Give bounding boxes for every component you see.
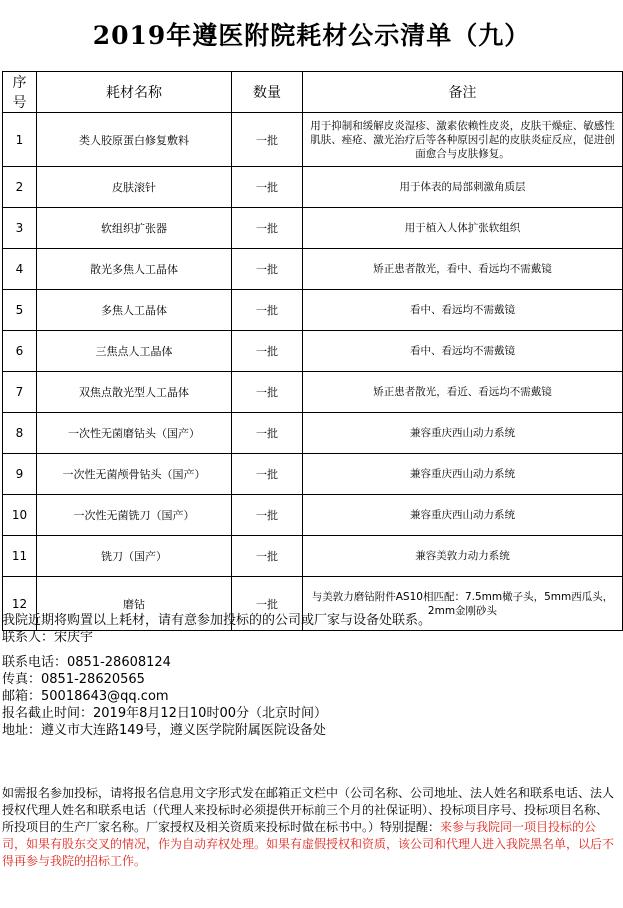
row-qty: 一批	[232, 249, 303, 290]
contact-person: 联系人：宋庆宇	[2, 630, 94, 645]
row-qty: 一批	[232, 113, 303, 167]
row-name: 一次性无菌颅骨钻头（国产）	[37, 454, 232, 495]
row-name: 三焦点人工晶体	[37, 331, 232, 372]
contact-address: 地址：遵义市大连路149号，遵义医学院附属医院设备处	[2, 723, 326, 738]
row-note: 矫正患者散光，看近、看远均不需戴镜	[303, 372, 623, 413]
registration-notice	[2, 785, 614, 870]
row-qty: 一批	[232, 536, 303, 577]
row-note: 兼容美敦力动力系统	[303, 536, 623, 577]
contact-email: 邮箱：50018643@qq.com	[2, 689, 169, 704]
row-qty: 一批	[232, 413, 303, 454]
row-no: 7	[3, 372, 37, 413]
row-no: 11	[3, 536, 37, 577]
row-qty: 一批	[232, 290, 303, 331]
row-note: 兼容重庆西山动力系统	[303, 413, 623, 454]
row-name: 双焦点散光型人工晶体	[37, 372, 232, 413]
row-no: 6	[3, 331, 37, 372]
row-name: 皮肤滚针	[37, 167, 232, 208]
row-note: 兼容重庆西山动力系统	[303, 454, 623, 495]
contact-deadline: 报名截止时间：2019年8月12日10时00分（北京时间）	[2, 706, 327, 721]
row-name: 软组织扩张器	[37, 208, 232, 249]
table-row	[3, 113, 623, 167]
row-no: 12	[3, 577, 37, 631]
row-name: 铣刀（国产）	[37, 536, 232, 577]
row-name: 多焦人工晶体	[37, 290, 232, 331]
table-row	[3, 413, 623, 454]
table-row	[3, 167, 623, 208]
row-name: 类人胶原蛋白修复敷料	[37, 113, 232, 167]
row-note: 看中、看远均不需戴镜	[303, 290, 623, 331]
table-row	[3, 249, 623, 290]
contact-fax: 传真：0851-28620565	[2, 672, 145, 687]
header-qty: 数量	[232, 72, 303, 113]
table-row	[3, 290, 623, 331]
notice-main: 如需报名参加投标，请将报名信息用文字形式发在邮箱正文栏中（公司名称、公司地址、法人姓名和联系电话、法人授权代理人姓名和联系电话（代理人来投标时必须提供开标前三个月的社保证明）、投标项目序号、投标项目名称、所投项目的生产厂家名称。厂家授权及相关资质来投标时做在标书中。）特别提醒：	[2, 786, 615, 834]
row-no: 2	[3, 167, 37, 208]
row-name: 一次性无菌磨钻头（国产）	[37, 413, 232, 454]
row-name: 散光多焦人工晶体	[37, 249, 232, 290]
row-no: 8	[3, 413, 37, 454]
row-qty: 一批	[232, 495, 303, 536]
contact-section	[2, 612, 620, 739]
row-qty: 一批	[232, 208, 303, 249]
table-row	[3, 208, 623, 249]
table-row	[3, 331, 623, 372]
row-note: 用于体表的局部刺激角质层	[303, 167, 623, 208]
row-name: 磨钻	[37, 577, 232, 631]
row-no: 9	[3, 454, 37, 495]
row-qty: 一批	[232, 454, 303, 495]
row-qty: 一批	[232, 331, 303, 372]
notice-warning: 来参与我院同一项目投标的公司，如果有股东交叉的情况，作为自动弃权处理。如果有虚假授权和资质，该公司和代理人进入我院黑名单，以后不得再参与我院的招标工作。	[2, 820, 615, 868]
row-no: 10	[3, 495, 37, 536]
table-row	[3, 372, 623, 413]
header-name: 耗材名称	[37, 72, 232, 113]
row-no: 5	[3, 290, 37, 331]
row-note: 用于抑制和缓解皮炎湿疹、激素依赖性皮炎，皮肤干燥症、敏感性肌肤、痤疮、激光治疗后等各种原因引起的皮肤炎症反应，促进创面愈合与皮肤修复。	[303, 113, 623, 167]
table-row	[3, 495, 623, 536]
row-note: 看中、看远均不需戴镜	[303, 331, 623, 372]
row-note: 矫正患者散光，看中、看远均不需戴镜	[303, 249, 623, 290]
row-note: 兼容重庆西山动力系统	[303, 495, 623, 536]
row-qty: 一批	[232, 167, 303, 208]
contact-intro: 我院近期将购置以上耗材，请有意参加投标的的公司或厂家与设备处联系。	[2, 613, 432, 628]
row-qty: 一批	[232, 577, 303, 631]
table-header-row	[3, 72, 623, 113]
row-note: 用于植入人体扩张软组织	[303, 208, 623, 249]
table-row	[3, 454, 623, 495]
header-no: 序号	[3, 72, 37, 113]
row-qty: 一批	[232, 372, 303, 413]
row-no: 3	[3, 208, 37, 249]
row-no: 1	[3, 113, 37, 167]
header-note: 备注	[303, 72, 623, 113]
page-title: 2019年遵医附院耗材公示清单（九）	[92, 21, 531, 50]
row-note: 与美敦力磨钻附件AS10相匹配：7.5mm橄子头，5mm西瓜头，2mm金刚砂头	[303, 577, 623, 631]
contact-phone: 联系电话：0851-28608124	[2, 655, 171, 670]
row-name: 一次性无菌铣刀（国产）	[37, 495, 232, 536]
row-no: 4	[3, 249, 37, 290]
table-row	[3, 536, 623, 577]
consumables-table	[2, 71, 623, 631]
